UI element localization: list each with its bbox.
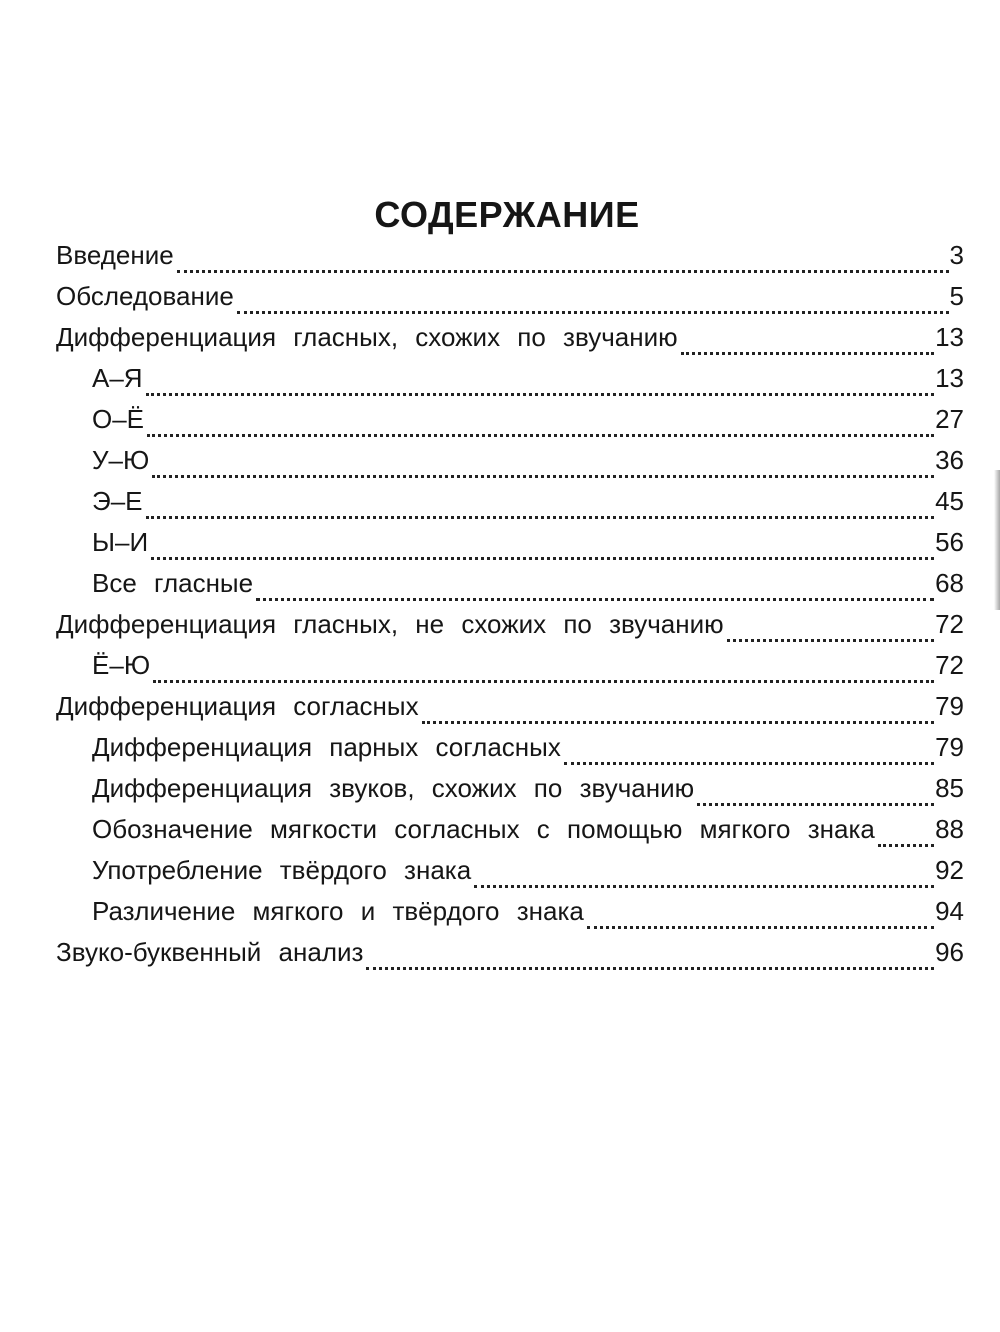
dot-leader — [878, 843, 934, 847]
toc-subentry — [56, 732, 964, 773]
toc-entry-page: 5 — [949, 281, 964, 311]
toc-entry-page: 79 — [935, 691, 964, 721]
dot-leader — [681, 351, 934, 355]
table-of-contents — [56, 240, 964, 978]
toc-entry-page: 92 — [935, 855, 964, 885]
dot-leader — [587, 925, 934, 929]
toc-entry — [56, 691, 964, 732]
dot-leader — [237, 310, 949, 314]
toc-entry — [56, 609, 964, 650]
toc-entry-label: Звуко-буквенный анализ — [56, 937, 364, 967]
toc-entry-page: 68 — [935, 568, 964, 598]
toc-entry-page: 56 — [935, 527, 964, 557]
toc-entry-page: 94 — [935, 896, 964, 926]
toc-entry-page: 85 — [935, 773, 964, 803]
dot-leader — [422, 720, 934, 724]
toc-entry — [56, 281, 964, 322]
toc-subentry — [56, 568, 964, 609]
toc-subentry — [56, 773, 964, 814]
dot-leader — [256, 597, 934, 601]
toc-entry-label: Дифференциация гласных, схожих по звучанию — [56, 322, 678, 352]
toc-subentry — [56, 404, 964, 445]
toc-entry-page: 27 — [935, 404, 964, 434]
toc-entry — [56, 240, 964, 281]
toc-entry-page: 72 — [935, 650, 964, 680]
toc-entry-label: Дифференциация парных согласных — [92, 732, 561, 762]
dot-leader — [697, 802, 934, 806]
toc-entry-label: Дифференциация согласных — [56, 691, 419, 721]
toc-subentry — [56, 814, 964, 855]
toc-entry-label: Дифференциация гласных, не схожих по звучанию — [56, 609, 724, 639]
dot-leader — [366, 966, 934, 970]
toc-entry-label: У–Ю — [92, 445, 150, 475]
toc-entry-label: Дифференциация звуков, схожих по звучанию — [92, 773, 695, 803]
toc-entry-label: Э–Е — [92, 486, 143, 516]
toc-entry-page: 79 — [935, 732, 964, 762]
toc-entry — [56, 937, 964, 978]
toc-entry-label: Введение — [56, 240, 174, 270]
toc-entry-page: 13 — [935, 363, 964, 393]
dot-leader — [153, 679, 934, 683]
toc-entry — [56, 322, 964, 363]
toc-entry-label: А–Я — [92, 363, 143, 393]
toc-entry-label: Различение мягкого и твёрдого знака — [92, 896, 584, 926]
toc-subentry — [56, 650, 964, 691]
toc-entry-page: 72 — [935, 609, 964, 639]
dot-leader — [564, 761, 934, 765]
dot-leader — [146, 515, 935, 519]
toc-entry-page: 36 — [935, 445, 964, 475]
toc-subentry — [56, 527, 964, 568]
toc-subentry — [56, 896, 964, 937]
page-title: СОДЕРЖАНИЕ — [374, 194, 640, 235]
page-edge-shadow — [994, 470, 1000, 610]
toc-entry-label: О–Ё — [92, 404, 145, 434]
toc-subentry — [56, 855, 964, 896]
dot-leader — [177, 269, 949, 273]
dot-leader — [151, 556, 934, 560]
toc-entry-page: 45 — [935, 486, 964, 516]
dot-leader — [146, 392, 935, 396]
toc-entry-label: Все гласные — [92, 568, 254, 598]
dot-leader — [727, 638, 934, 642]
toc-entry-label: Обозначение мягкости согласных с помощью мягкого знака — [92, 814, 875, 844]
toc-entry-page: 96 — [935, 937, 964, 967]
toc-subentry — [56, 445, 964, 486]
toc-subentry — [56, 486, 964, 527]
toc-entry-label: Употребление твёрдого знака — [92, 855, 472, 885]
toc-entry-label: Ё–Ю — [92, 650, 151, 680]
toc-entry-page: 3 — [949, 240, 964, 270]
toc-entry-label: Обследование — [56, 281, 234, 311]
dot-leader — [152, 474, 934, 478]
toc-entry-page: 13 — [935, 322, 964, 352]
toc-entry-label: Ы–И — [92, 527, 149, 557]
dot-leader — [474, 884, 934, 888]
dot-leader — [147, 433, 934, 437]
toc-subentry — [56, 363, 964, 404]
toc-entry-page: 88 — [935, 814, 964, 844]
